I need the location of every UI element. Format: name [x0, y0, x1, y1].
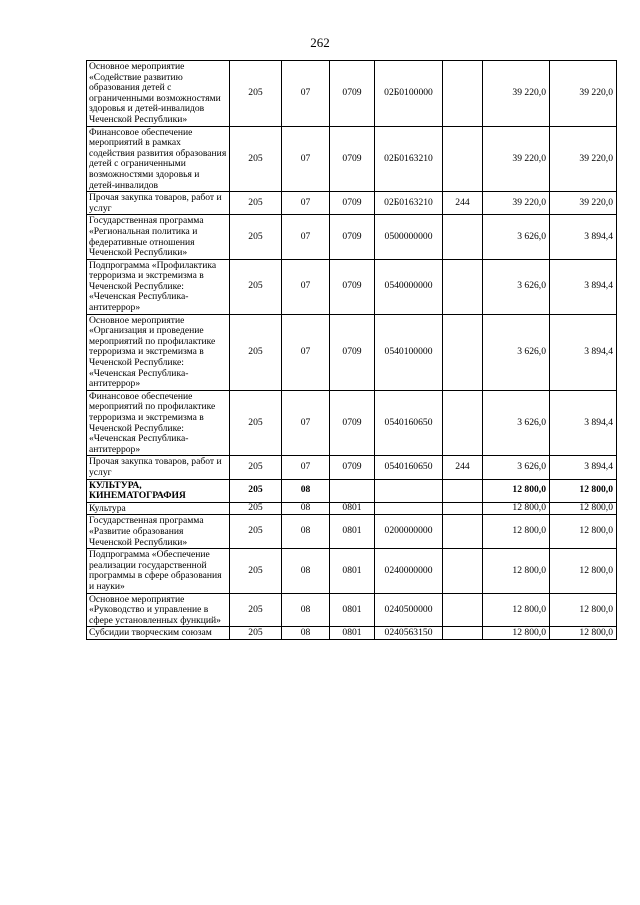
ved-code-cell: 205: [230, 515, 282, 549]
amount-year2-cell: 12 800,0: [550, 627, 617, 640]
row-name-cell: Прочая закупка товаров, работ и услуг: [87, 192, 230, 215]
table-row: [87, 515, 617, 549]
amount-year2-cell: 12 800,0: [550, 502, 617, 515]
table-row: [87, 126, 617, 192]
expense-type-cell: [443, 215, 483, 259]
ved-code-cell: 205: [230, 314, 282, 390]
row-name-cell: Субсидии творческим союзам: [87, 627, 230, 640]
row-name-cell: КУЛЬТУРА, КИНЕМАТОГРАФИЯ: [87, 479, 230, 502]
target-article-cell: 0240563150: [375, 627, 443, 640]
ved-code-cell: 205: [230, 456, 282, 479]
amount-year1-cell: 3 626,0: [483, 314, 550, 390]
amount-year2-cell: 12 800,0: [550, 479, 617, 502]
expense-type-cell: [443, 479, 483, 502]
subsection-code-cell: 0709: [330, 61, 375, 127]
amount-year1-cell: 3 626,0: [483, 390, 550, 456]
ved-code-cell: 205: [230, 549, 282, 593]
section-code-cell: 07: [282, 456, 330, 479]
expense-type-cell: 244: [443, 192, 483, 215]
amount-year1-cell: 12 800,0: [483, 515, 550, 549]
target-article-cell: 02Б0163210: [375, 126, 443, 192]
row-name-cell: Культура: [87, 502, 230, 515]
section-code-cell: 08: [282, 479, 330, 502]
ved-code-cell: 205: [230, 215, 282, 259]
section-code-cell: 08: [282, 502, 330, 515]
amount-year2-cell: 3 894,4: [550, 456, 617, 479]
amount-year1-cell: 12 800,0: [483, 593, 550, 627]
amount-year2-cell: 12 800,0: [550, 549, 617, 593]
amount-year1-cell: 39 220,0: [483, 126, 550, 192]
amount-year2-cell: 3 894,4: [550, 390, 617, 456]
subsection-code-cell: 0801: [330, 593, 375, 627]
section-code-cell: 07: [282, 126, 330, 192]
subsection-code-cell: 0709: [330, 314, 375, 390]
target-article-cell: 02Б0163210: [375, 192, 443, 215]
table-row: [87, 627, 617, 640]
target-article-cell: 0240500000: [375, 593, 443, 627]
ved-code-cell: 205: [230, 502, 282, 515]
table-row: [87, 593, 617, 627]
expense-type-cell: [443, 390, 483, 456]
amount-year1-cell: 39 220,0: [483, 61, 550, 127]
subsection-code-cell: 0709: [330, 390, 375, 456]
amount-year1-cell: 12 800,0: [483, 549, 550, 593]
amount-year1-cell: 12 800,0: [483, 479, 550, 502]
target-article-cell: 0540160650: [375, 456, 443, 479]
subsection-code-cell: 0709: [330, 126, 375, 192]
table-row: [87, 61, 617, 127]
subsection-code-cell: 0801: [330, 502, 375, 515]
amount-year2-cell: 39 220,0: [550, 61, 617, 127]
amount-year2-cell: 39 220,0: [550, 192, 617, 215]
target-article-cell: 0200000000: [375, 515, 443, 549]
row-name-cell: Государственная программа «Региональная политика и федеративные отношения Чеченской Республики»: [87, 215, 230, 259]
subsection-code-cell: [330, 479, 375, 502]
table-body: [87, 61, 617, 640]
expense-type-cell: 244: [443, 456, 483, 479]
row-name-cell: Подпрограмма «Профилактика терроризма и экстремизма в Чеченской Республике: «Чеченская Республика-антитеррор»: [87, 259, 230, 314]
target-article-cell: 0540160650: [375, 390, 443, 456]
target-article-cell: [375, 502, 443, 515]
ved-code-cell: 205: [230, 192, 282, 215]
amount-year2-cell: 12 800,0: [550, 515, 617, 549]
target-article-cell: 0540100000: [375, 314, 443, 390]
row-name-cell: Государственная программа «Развитие образования Чеченской Республики»: [87, 515, 230, 549]
row-name-cell: Подпрограмма «Обеспечение реализации государственной программы в сфере образования и науки»: [87, 549, 230, 593]
section-code-cell: 07: [282, 314, 330, 390]
amount-year1-cell: 12 800,0: [483, 627, 550, 640]
table-row: [87, 456, 617, 479]
amount-year2-cell: 3 894,4: [550, 259, 617, 314]
table-row: [87, 314, 617, 390]
row-name-cell: Финансовое обеспечение мероприятий по профилактике терроризма и экстремизма в Чеченской Республике: «Чеченская Республика-антитеррор»: [87, 390, 230, 456]
expense-type-cell: [443, 314, 483, 390]
table-row: [87, 549, 617, 593]
table-row: [87, 502, 617, 515]
expense-type-cell: [443, 126, 483, 192]
expense-type-cell: [443, 502, 483, 515]
amount-year2-cell: 3 894,4: [550, 314, 617, 390]
target-article-cell: 0540000000: [375, 259, 443, 314]
ved-code-cell: 205: [230, 593, 282, 627]
target-article-cell: 02Б0100000: [375, 61, 443, 127]
table-row: [87, 215, 617, 259]
target-article-cell: [375, 479, 443, 502]
section-code-cell: 07: [282, 215, 330, 259]
section-code-cell: 07: [282, 259, 330, 314]
amount-year2-cell: 3 894,4: [550, 215, 617, 259]
expense-type-cell: [443, 259, 483, 314]
amount-year2-cell: 39 220,0: [550, 126, 617, 192]
subsection-code-cell: 0801: [330, 515, 375, 549]
subsection-code-cell: 0709: [330, 259, 375, 314]
expense-type-cell: [443, 627, 483, 640]
section-code-cell: 08: [282, 549, 330, 593]
row-name-cell: Основное мероприятие «Содействие развитию образования детей с ограниченными возможностями здоровья и детей-инвалидов Чеченской Республики»: [87, 61, 230, 127]
section-code-cell: 07: [282, 61, 330, 127]
row-name-cell: Прочая закупка товаров, работ и услуг: [87, 456, 230, 479]
target-article-cell: 0240000000: [375, 549, 443, 593]
ved-code-cell: 205: [230, 126, 282, 192]
subsection-code-cell: 0801: [330, 627, 375, 640]
subsection-code-cell: 0801: [330, 549, 375, 593]
subsection-code-cell: 0709: [330, 215, 375, 259]
table-row: [87, 390, 617, 456]
section-code-cell: 08: [282, 515, 330, 549]
section-code-cell: 07: [282, 390, 330, 456]
expense-type-cell: [443, 549, 483, 593]
ved-code-cell: 205: [230, 627, 282, 640]
section-code-cell: 08: [282, 627, 330, 640]
amount-year1-cell: 3 626,0: [483, 215, 550, 259]
amount-year1-cell: 12 800,0: [483, 502, 550, 515]
section-code-cell: 08: [282, 593, 330, 627]
target-article-cell: 0500000000: [375, 215, 443, 259]
section-code-cell: 07: [282, 192, 330, 215]
table-row: [87, 192, 617, 215]
page-number: 262: [310, 35, 330, 50]
ved-code-cell: 205: [230, 61, 282, 127]
amount-year1-cell: 3 626,0: [483, 456, 550, 479]
subsection-code-cell: 0709: [330, 192, 375, 215]
row-name-cell: Основное мероприятие «Руководство и управление в сфере установленных функций»: [87, 593, 230, 627]
expense-type-cell: [443, 61, 483, 127]
table-row: [87, 259, 617, 314]
expense-type-cell: [443, 515, 483, 549]
amount-year1-cell: 3 626,0: [483, 259, 550, 314]
table-row: [87, 479, 617, 502]
row-name-cell: Финансовое обеспечение мероприятий в рамках содействия развития образования детей с ограниченными возможностями здоровья и детей-инвалидов: [87, 126, 230, 192]
ved-code-cell: 205: [230, 259, 282, 314]
amount-year1-cell: 39 220,0: [483, 192, 550, 215]
subsection-code-cell: 0709: [330, 456, 375, 479]
expense-type-cell: [443, 593, 483, 627]
row-name-cell: Основное мероприятие «Организация и проведение мероприятий по профилактике терроризма и экстремизма в Чеченской Республике: «Чеченская Республика-антитеррор»: [87, 314, 230, 390]
budget-table: [86, 60, 617, 640]
amount-year2-cell: 12 800,0: [550, 593, 617, 627]
ved-code-cell: 205: [230, 390, 282, 456]
ved-code-cell: 205: [230, 479, 282, 502]
